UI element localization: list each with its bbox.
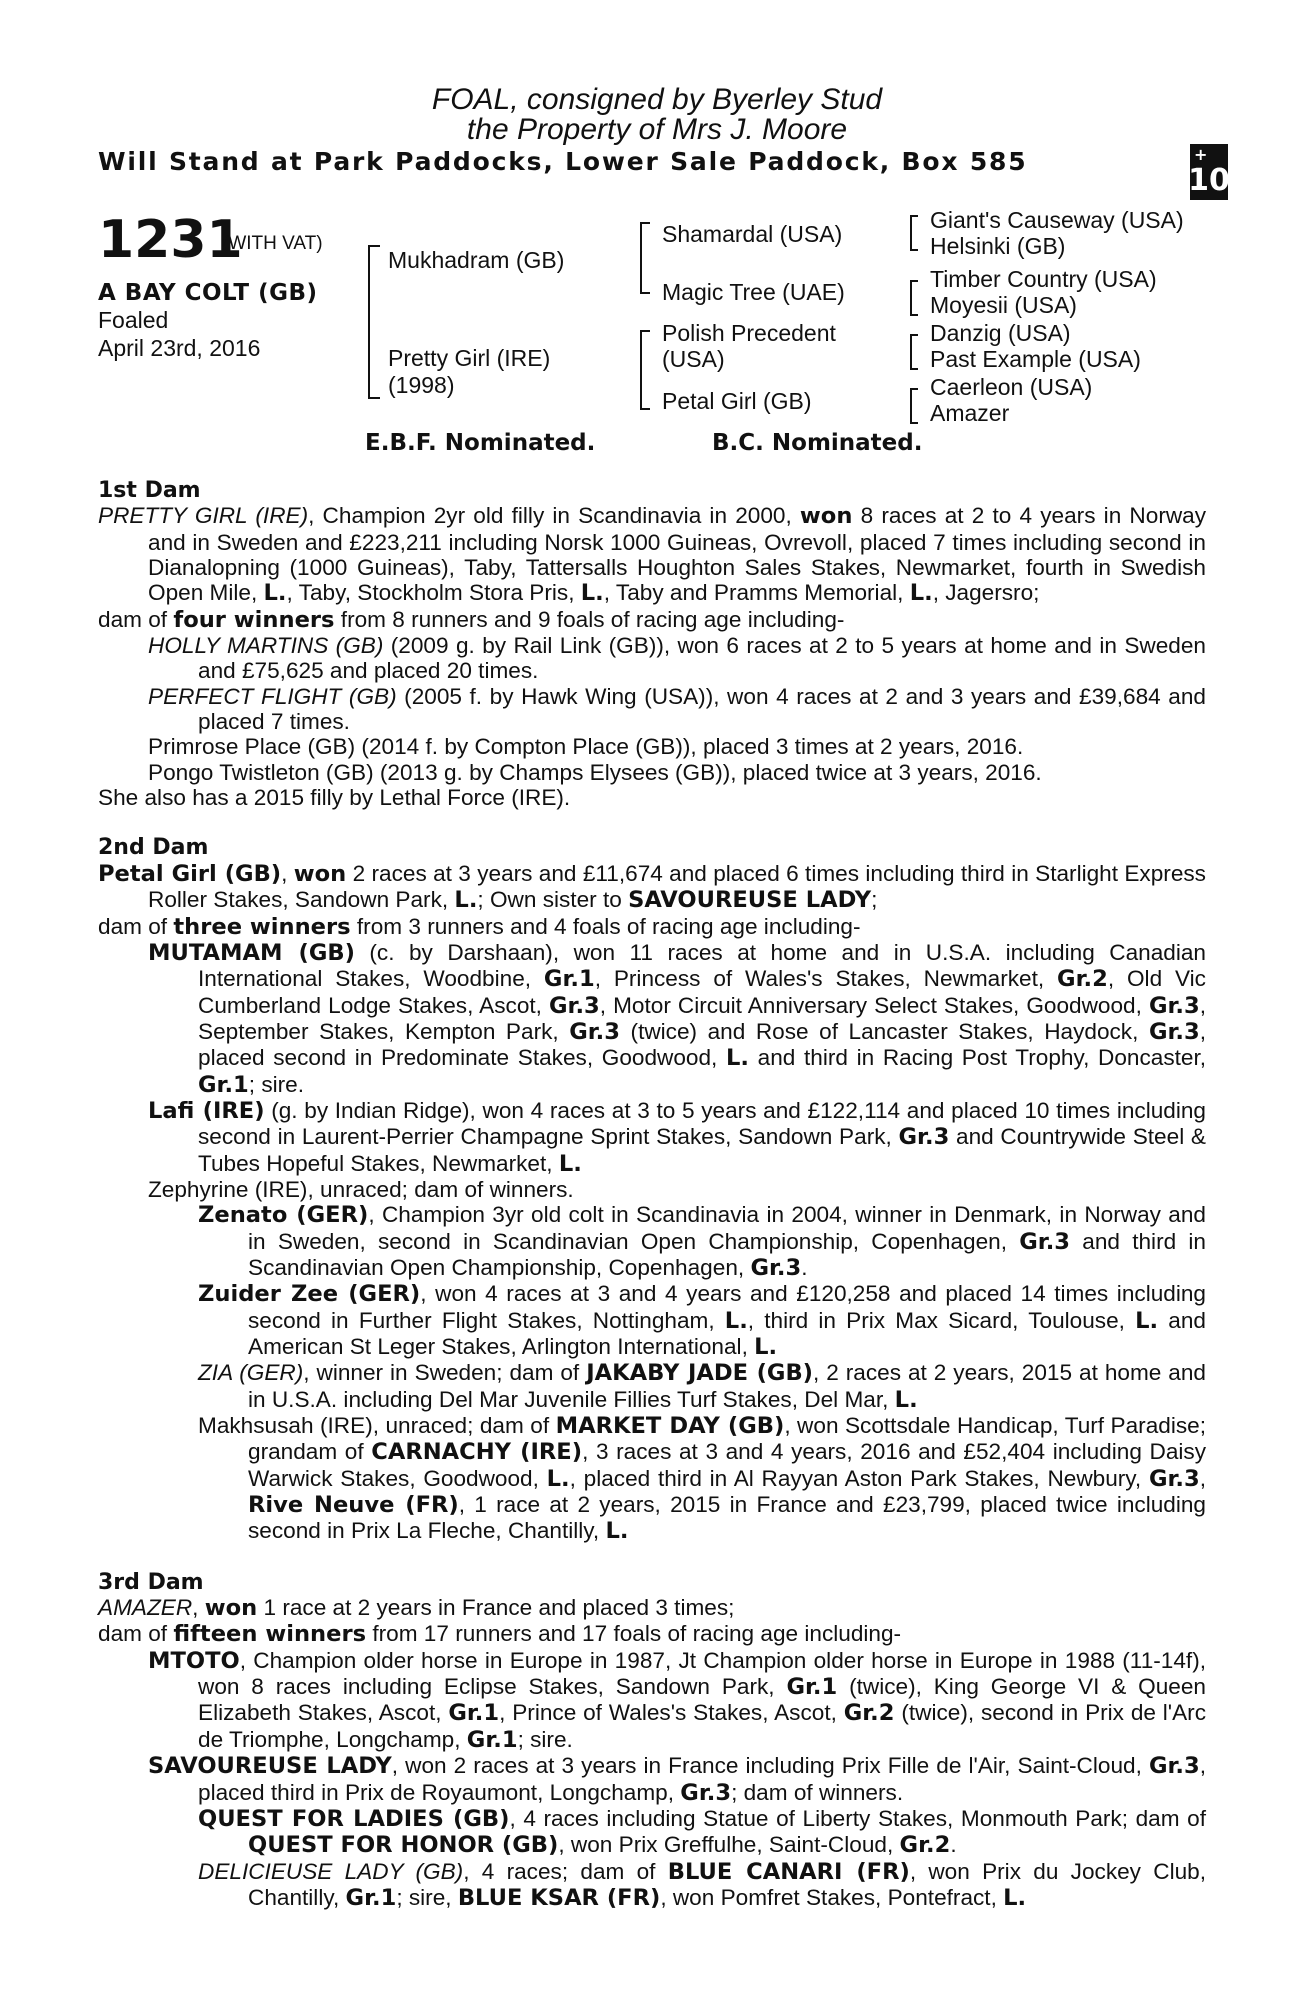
pedigree-g5: Danzig (USA) xyxy=(930,320,1071,346)
first-dam-produce-summary: dam of four winners from 8 runners and 9 foals of racing age including- xyxy=(98,606,845,633)
pedigree-sire-sire: Shamardal (USA) xyxy=(662,221,843,247)
first-dam-heading: 1st Dam xyxy=(98,478,201,503)
pedigree-g7: Caerleon (USA) xyxy=(930,374,1093,400)
pedigree-dam-dam: Petal Girl (GB) xyxy=(662,388,812,414)
pedigree-g8: Amazer xyxy=(930,400,1010,426)
second-dam-produce-summary: dam of three winners from 3 runners and 4 foals of racing age including- xyxy=(98,913,861,940)
produce-holly-martins: HOLLY MARTINS (GB) (2009 g. by Rail Link (GB)), won 6 races at 2 to 5 years at home and in Sweden and £75,625 and placed 20 times. xyxy=(148,633,1206,684)
produce-zia: ZIA (GER), winner in Sweden; dam of JAKABY JADE (GB), 2 races at 2 years, 2015 at home and in U.S.A. including Del Mar Juvenile Fillies Turf Stakes, Del Mar, L. xyxy=(198,1360,1206,1413)
catalogue-body xyxy=(98,478,1206,1911)
brace-sire xyxy=(640,222,650,294)
brace-gen1 xyxy=(368,245,380,399)
badge-plus: + xyxy=(1194,145,1208,164)
lot-number: 1231 xyxy=(98,210,243,270)
pedigree-g6: Past Example (USA) xyxy=(930,346,1141,372)
brace-dam xyxy=(640,330,650,410)
produce-mutamam: MUTAMAM (GB) (c. by Darshaan), won 11 races at home and in U.S.A. including Canadian International Stakes, Woodbine, Gr.1, Princess of Wales's Stakes, Newmarket, Gr.2, Old Vic Cumberland Lodge Stakes, Ascot, Gr.3, Motor Circuit Anniversary Select Stakes, Goodwood, Gr.3, September Stakes, Kempton Park, Gr.3 (twice) and Rose of Lancaster Stakes, Haydock, Gr.3, placed second in Predominate Stakes, Goodwood, L. and third in Racing Post Trophy, Doncaster, Gr.1; sire. xyxy=(148,939,1207,1098)
pedigree-dam-year: (1998) xyxy=(388,372,455,398)
pedigree-dam-sire: Polish Precedent xyxy=(662,320,836,346)
third-dam-heading: 3rd Dam xyxy=(98,1569,204,1595)
produce-delicieuse-lady: DELICIEUSE LADY (GB), 4 races; dam of BLUE CANARI (FR), won Prix du Jockey Club, Chantilly, Gr.1; sire, BLUE KSAR (FR), won Pomfret Stakes, Pontefract, L. xyxy=(198,1858,1207,1911)
first-dam-name: PRETTY GIRL (IRE) xyxy=(98,503,309,529)
third-dam-record: AMAZER, won 1 race at 2 years in France and placed 3 times; xyxy=(98,1595,735,1622)
pedigree-dam-sire-country: (USA) xyxy=(662,346,725,372)
second-dam-heading: 2nd Dam xyxy=(98,835,209,861)
produce-makhsusah: Makhsusah (IRE), unraced; dam of MARKET DAY (GB), won Scottsdale Handicap, Turf Paradise; grandam of CARNACHY (IRE), 3 races at 3 and 4 years, 2016 and £52,404 including Daisy Warwick Stakes, Goodwood, L., placed third in Al Rayyan Aston Park Stakes, Newbury, Gr.3, Rive Neuve (FR), 1 race at 2 years, 2015 in France and £23,799, placed twice including second in Prix La Fleche, Chantilly, L. xyxy=(198,1413,1207,1545)
pedigree-g3: Timber Country (USA) xyxy=(930,266,1157,292)
foaled-info xyxy=(98,306,260,362)
produce-zuider-zee: Zuider Zee (GER), won 4 races at 3 and 4 years and £120,258 and placed 14 times including second in Further Flight Stakes, Nottingham, L., third in Prix Max Sicard, Toulouse, L. and American St Leger Stakes, Arlington International, L. xyxy=(198,1281,1206,1360)
pedigree-dam: Pretty Girl (IRE) xyxy=(388,345,551,371)
brace-g3 xyxy=(910,334,918,370)
produce-mtoto: MTOTO, Champion older horse in Europe in 1987, Jt Champion older horse in Europe in 1988 (11-14f), won 8 races including Eclipse Stakes, Sandown Park, Gr.1 (twice), King George VI & Queen Elizabeth Stakes, Ascot, Gr.1, Prince of Wales's Stakes, Ascot, Gr.2 (twice), second in Prix de l'Arc de Triomphe, Longchamp, Gr.1; sire. xyxy=(148,1647,1207,1753)
lot-vat: (WITH VAT) xyxy=(222,233,323,254)
third-dam-name: AMAZER xyxy=(98,1595,193,1621)
first-dam-foal-note: She also has a 2015 filly by Lethal Force (IRE). xyxy=(98,785,571,811)
brace-g1 xyxy=(910,215,918,251)
third-dam-produce-summary: dam of fifteen winners from 17 runners and 17 foals of racing age including- xyxy=(98,1621,902,1648)
bc-nominated: B.C. Nominated. xyxy=(712,430,923,456)
produce-perfect-flight: PERFECT FLIGHT (GB) (2005 f. by Hawk Wing (USA)), won 4 races at 2 and 3 years and £39,684 and placed 7 times. xyxy=(148,683,1206,735)
produce-pongo-twistleton: Pongo Twistleton (GB) (2013 g. by Champs Elysees (GB)), placed twice at 3 years, 2016. xyxy=(148,759,1042,785)
produce-zenato: Zenato (GER), Champion 3yr old colt in Scandinavia in 2004, winner in Denmark, in Norway and in Sweden, second in Scandinavian Open Championship, Copenhagen, Gr.3 and third in Scandinavian Open Championship, Copenhagen, Gr.3. xyxy=(198,1202,1206,1281)
produce-lafi: Lafi (IRE) (g. by Indian Ridge), won 4 races at 3 to 5 years and £122,114 and placed 10 times including second in Laurent-Perrier Champagne Sprint Stakes, Sandown Park, Gr.3 and Countrywide Steel & Tubes Hopeful Stakes, Newmarket, L. xyxy=(148,1097,1206,1177)
pedigree-sire-dam: Magic Tree (UAE) xyxy=(662,279,845,305)
first-dam-record: PRETTY GIRL (IRE), Champion 2yr old filly in Scandinavia in 2000, won 8 races at 2 to 4 years in Norway and in Sweden and £223,211 including Norsk 1000 Guineas, Ovrevoll, placed 7 times including second in Dianalopning (1000 Guineas), Taby, Tattersalls Houghton Sales Stakes, Newmarket, fourth in Swedish Open Mile, L., Taby, Stockholm Stora Pris, L., Taby and Pramms Memorial, L., Jagersro; xyxy=(98,503,1207,607)
foaled-date: April 23rd, 2016 xyxy=(98,335,261,361)
ebf-nominated: E.B.F. Nominated. xyxy=(365,430,596,456)
second-dam-name: Petal Girl (GB) xyxy=(98,860,282,887)
produce-quest-for-ladies: QUEST FOR LADIES (GB), 4 races including Statue of Liberty Stakes, Monmouth Park; dam of QUEST FOR HONOR (GB), won Prix Greffulhe, Saint-Cloud, Gr.2. xyxy=(198,1805,1206,1859)
owner-line: the Property of Mrs J. Moore xyxy=(466,113,848,146)
pedigree-g1: Giant's Causeway (USA) xyxy=(930,207,1184,233)
produce-savoureuse-lady: SAVOUREUSE LADY, won 2 races at 3 years in France including Prix Fille de l'Air, Saint-Cloud, Gr.3, placed third in Prix de Royaumont, Longchamp, Gr.3; dam of winners. xyxy=(148,1753,1207,1806)
produce-primrose-place: Primrose Place (GB) (2014 f. by Compton Place (GB)), placed 3 times at 2 years, 2016. xyxy=(148,734,1024,760)
brace-g4 xyxy=(910,388,918,424)
produce-zephyrine: Zephyrine (IRE), unraced; dam of winners. xyxy=(148,1176,574,1202)
second-dam-record: Petal Girl (GB), won 2 races at 3 years and £11,674 and placed 6 times including third in Starlight Express Roller Stakes, Sandown Park, L.; Own sister to SAVOUREUSE LADY; xyxy=(98,860,1206,914)
badge-number: 10 xyxy=(1188,163,1230,198)
stand-location: Will Stand at Park Paddocks, Lower Sale Paddock, Box 585 xyxy=(98,147,1028,176)
pedigree-g2: Helsinki (GB) xyxy=(930,233,1066,259)
brace-g2 xyxy=(910,280,918,316)
pedigree-g4: Moyesii (USA) xyxy=(930,292,1077,318)
consignor-line: FOAL, consigned by Byerley Stud xyxy=(431,83,883,116)
vat-badge xyxy=(1190,144,1228,200)
foaled-label: Foaled xyxy=(98,307,169,333)
pedigree-sire: Mukhadram (GB) xyxy=(388,247,565,273)
lot-description: A BAY COLT (GB) xyxy=(98,280,318,306)
